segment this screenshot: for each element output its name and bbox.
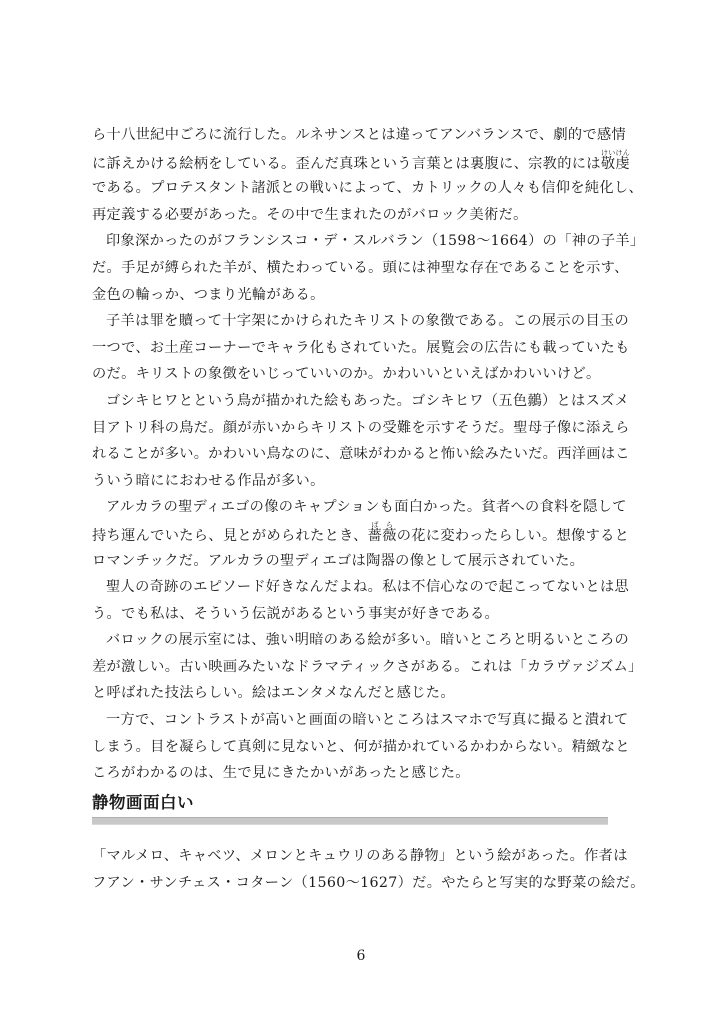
page-number: 6	[356, 948, 366, 964]
paragraph	[92, 122, 644, 228]
text-line: 「マルメロ、キャベツ、メロンとキュウリのある静物」という絵があった。作者は	[92, 848, 628, 864]
text-line: に訴えかける絵柄をしている。歪んだ真珠という言葉とは裏腹に、宗教的には敬虔けいけん	[92, 148, 630, 172]
ruby-annotation: 敬虔けいけん	[600, 148, 630, 172]
text-line: ら十八世紀中ごろに流行した。ルネサンスとは違ってアンバランスで、劇的で感情	[92, 127, 627, 143]
text-line: フアン・サンチェス・コターン（1560～1627）だ。やたらと写実的な野菜の絵だ。	[92, 874, 645, 891]
section-heading-block	[92, 791, 608, 825]
text-line: ういう暗ににおわせる作品が多い。	[92, 472, 325, 489]
ruby-annotation: 薔薇ばら	[367, 520, 397, 544]
text-line: しまう。目を凝らして真剣に見ないと、何が描かれているかわからない。精緻なと	[92, 738, 630, 755]
text-line: 再定義する必要があった。その中で生まれたのがバロック美術だ。	[92, 206, 528, 223]
paragraph	[92, 228, 645, 308]
text-line: と呼ばれた技法らしい。絵はエンタメなんだと感じた。	[92, 685, 455, 702]
text-line: のだ。キリストの象徴をいじっていいのか。かわいいといえばかわいいけど。	[92, 366, 601, 383]
text-line: 目アトリ科の鳥だ。顔が赤いからキリストの受難を示すそうだ。聖母子像に添えら	[92, 419, 630, 436]
paragraph	[92, 627, 643, 707]
paragraph	[92, 494, 630, 574]
text-line: ゴシキヒワとという鳥が描かれた絵もあった。ゴシキヒワ（五色鶸）とはスズメ	[106, 392, 630, 409]
heading-underline	[92, 817, 608, 825]
body-text	[92, 122, 645, 787]
text-line: 印象深かったのがフランシスコ・デ・スルバラン（1598～1664）の「神の子羊」	[106, 233, 645, 250]
text-line: 一方で、コントラストが高いと画面の暗いところはスマホで写真に撮ると潰れて	[106, 712, 629, 729]
text-line: 金色の輪っか、つまり光輪がある。	[92, 286, 325, 303]
text-line: 聖人の奇跡のエピソード好きなんだよね。私は不信心なので起こってないとは思	[106, 579, 630, 596]
text-line: ころがわかるのは、生で見にきたかいがあったと感じた。	[92, 765, 470, 782]
paragraph	[92, 707, 630, 787]
text-line: ロマンチックだ。アルカラの聖ディエゴは陶器の像として展示されていた。	[92, 552, 585, 569]
text-line: アルカラの聖ディエゴの像のキャプションも面白かった。貧者への食料を隠して	[106, 499, 627, 516]
body-text-after-heading	[92, 843, 645, 896]
paragraph	[92, 574, 630, 627]
text-line: である。プロテスタント諸派との戦いによって、カトリックの人々も信仰を純化し、	[92, 180, 644, 197]
paragraph	[92, 843, 645, 896]
paragraph	[92, 308, 630, 388]
text-line: 持ち運んでいたら、見とがめられたとき、薔薇ばらの花に変わったらしい。想像すると	[92, 520, 630, 544]
text-line: れることが多い。かわいい鳥なのに、意味がわかると怖い絵みたいだ。西洋画はこ	[92, 446, 630, 463]
text-line: 差が激しい。古い映画みたいなドラマティックさがある。これは「カラヴァジズム」	[92, 658, 643, 675]
section-heading: 静物画面白い	[92, 793, 194, 812]
paragraph	[92, 388, 630, 494]
text-line: う。でも私は、そういう伝説があるという事実が好きである。	[92, 605, 500, 622]
text-line: バロックの展示室には、強い明暗のある絵が多い。暗いところと明るいところの	[106, 632, 630, 649]
text-line: 一つで、お土産コーナーでキャラ化もされていた。展覧会の広告にも載っていたも	[92, 339, 630, 356]
text-line: 子羊は罪を贖って十字架にかけられたキリストの象徴である。この展示の目玉の	[106, 313, 630, 330]
text-line: だ。手足が縛られた羊が、横たわっている。頭には神聖な存在であることを示す、	[92, 259, 629, 276]
